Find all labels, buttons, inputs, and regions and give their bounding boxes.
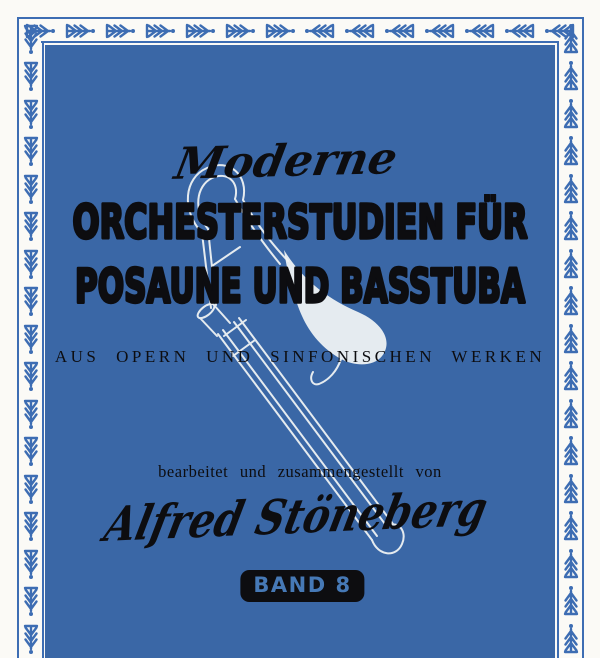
- author-signature: Alfred Stöneberg: [99, 480, 493, 554]
- volume-badge-label: BAND 8: [253, 573, 352, 597]
- title-line-1: ORCHESTERSTUDIEN FÜR: [72, 195, 528, 249]
- subtitle: AUS OPERN UND SINFONISCHEN WERKEN: [54, 347, 546, 366]
- credit-line: bearbeitet und zusammengestellt von: [158, 462, 442, 481]
- title-line-2: POSAUNE UND BASSTUBA: [75, 259, 526, 313]
- series-script-title: Moderne: [170, 133, 402, 190]
